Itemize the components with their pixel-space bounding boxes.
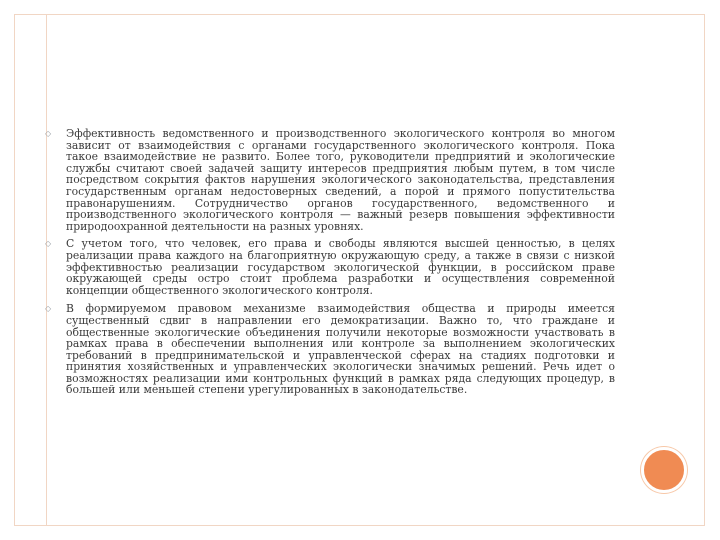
bullet-item [45, 128, 615, 232]
decorative-orange-circle [641, 447, 687, 493]
bullet-text: С учетом того, что человек, его права и свободы являются высшей ценностью, в целях реализации права каждого на благоприятную окружающую среду, а также в связи с низкой эффективностью реализации государством экологической функции, в российском праве окружающей среды остро стоит проблема разработки и осуществления современной концепции общественного экологического контроля. [66, 237, 615, 297]
diamond-outline-icon: ◇ [45, 304, 52, 314]
bullet-text: Эффективность ведомственного и производственного экологического контроля во многом зависит от взаимодействия с органами государственного экологического контроля. Пока такое взаимодействие не развито. Более того, руководители предприятий и экологические службы считают своей задачей защиту интересов предприятия любым путем, в том числе посредством сокрытия фактов нарушения экологического законодательства, представления государственным органам недостоверных сведений, а порой и прямого попустительства правонарушениям. Сотрудничество органов государственного, ведомственного и производственного экологического контроля — важный резерв повышения эффективности природоохранной деятельности на разных уровнях. [66, 127, 615, 233]
bullet-text: В формируемом правовом механизме взаимодействия общества и природы имеется существенный сдвиг в направлении его демократизации. Важно то, что граждане и общественные экологические объединения получили некоторые возможности участвовать в рамках права в обеспечении выполнения или контроле за выполнением экологических требований в предпринимательской и управленческой сферах на стадиях подготовки и принятия хозяйственных и управленческих экологически значимых решений. Речь идет о возможностях реализации ими контрольных функций в рамках ряда следующих процедур, в большей или меньшей степени урегулированных в законодательстве. [66, 302, 615, 397]
bullet-item [45, 238, 615, 296]
diamond-outline-icon: ◇ [45, 239, 52, 249]
slide-body [45, 128, 615, 402]
diamond-outline-icon: ◇ [45, 129, 52, 138]
bullet-item [45, 303, 615, 396]
